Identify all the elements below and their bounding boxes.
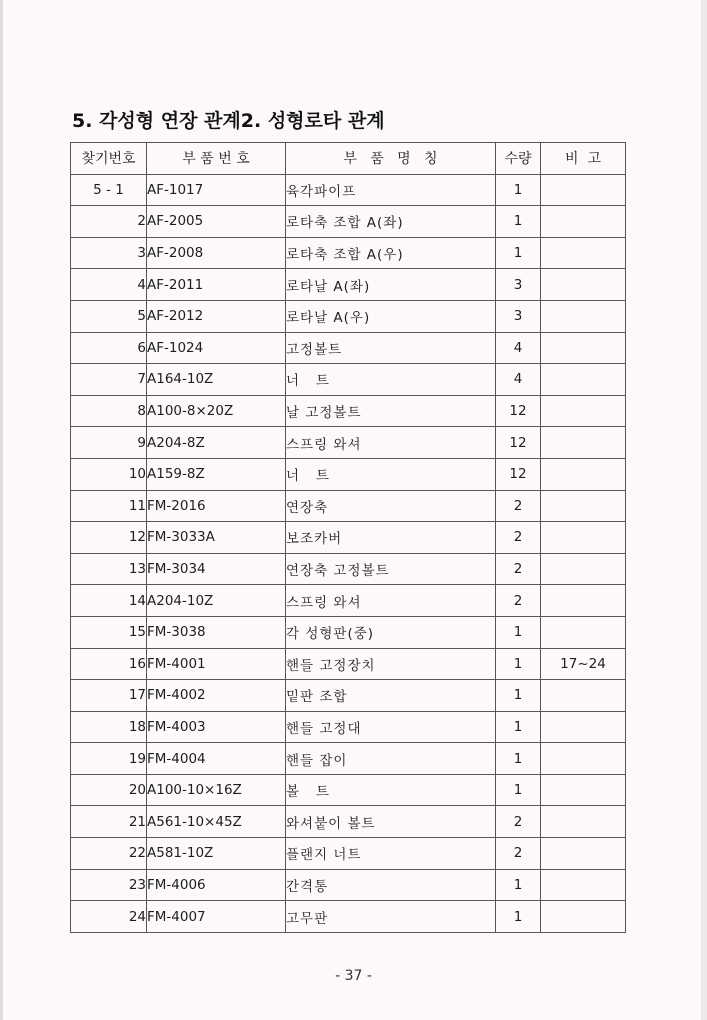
- header-part-number: 부 품 번 호: [147, 143, 286, 175]
- page-title: 5. 각성형 연장 관계2. 성형로타 관계: [72, 110, 385, 132]
- cell-find-number: 4: [71, 269, 147, 301]
- cell-part-number: AF-1017: [147, 174, 286, 206]
- cell-part-number: A100-10×16Z: [147, 774, 286, 806]
- cell-note: [541, 869, 626, 901]
- table-row: [71, 774, 626, 806]
- cell-note: [541, 490, 626, 522]
- cell-note: [541, 300, 626, 332]
- cell-part-number: AF-2011: [147, 269, 286, 301]
- parts-table: [70, 142, 626, 933]
- cell-quantity: 1: [496, 869, 541, 901]
- table-row: [71, 458, 626, 490]
- cell-part-name: 볼 트: [286, 774, 496, 806]
- cell-part-number: FM-4006: [147, 869, 286, 901]
- table-row: [71, 174, 626, 206]
- cell-part-name: 고정볼트: [286, 332, 496, 364]
- page-number: - 37 -: [335, 968, 372, 984]
- cell-part-number: FM-4003: [147, 711, 286, 743]
- page-right-edge: [701, 0, 707, 1020]
- table-row: [71, 237, 626, 269]
- cell-part-number: FM-2016: [147, 490, 286, 522]
- cell-part-number: A164-10Z: [147, 364, 286, 396]
- cell-note: [541, 774, 626, 806]
- table-row: [71, 206, 626, 238]
- cell-quantity: 1: [496, 743, 541, 775]
- cell-note: [541, 206, 626, 238]
- cell-part-name: 각 성형판(중): [286, 616, 496, 648]
- cell-part-number: FM-3038: [147, 616, 286, 648]
- cell-quantity: 1: [496, 901, 541, 933]
- cell-find-number: 21: [71, 806, 147, 838]
- cell-quantity: 2: [496, 838, 541, 870]
- cell-part-name: 육각파이프: [286, 174, 496, 206]
- table-row: [71, 427, 626, 459]
- cell-note: [541, 901, 626, 933]
- cell-quantity: 12: [496, 395, 541, 427]
- header-note: 비 고: [541, 143, 626, 175]
- cell-part-name: 연장축 고정볼트: [286, 553, 496, 585]
- header-no: 찾기번호: [71, 143, 147, 175]
- cell-part-name: 로타축 조합 A(우): [286, 237, 496, 269]
- cell-part-number: AF-1024: [147, 332, 286, 364]
- cell-quantity: 3: [496, 269, 541, 301]
- cell-note: [541, 269, 626, 301]
- cell-part-name: 날 고정볼트: [286, 395, 496, 427]
- cell-find-number: 20: [71, 774, 147, 806]
- table-row: [71, 364, 626, 396]
- cell-part-number: A581-10Z: [147, 838, 286, 870]
- cell-note: [541, 395, 626, 427]
- cell-quantity: 4: [496, 364, 541, 396]
- cell-quantity: 1: [496, 774, 541, 806]
- cell-note: [541, 174, 626, 206]
- cell-part-number: A159-8Z: [147, 458, 286, 490]
- cell-find-number: 7: [71, 364, 147, 396]
- cell-quantity: 2: [496, 585, 541, 617]
- cell-quantity: 2: [496, 553, 541, 585]
- cell-find-number: 3: [71, 237, 147, 269]
- cell-note: [541, 332, 626, 364]
- cell-find-number: 22: [71, 838, 147, 870]
- table-row: [71, 648, 626, 680]
- cell-find-number: 18: [71, 711, 147, 743]
- cell-part-name: 너 트: [286, 458, 496, 490]
- cell-quantity: 12: [496, 427, 541, 459]
- cell-part-name: 핸들 고정대: [286, 711, 496, 743]
- cell-quantity: 2: [496, 522, 541, 554]
- cell-note: [541, 838, 626, 870]
- cell-part-number: AF-2012: [147, 300, 286, 332]
- table-row: [71, 806, 626, 838]
- cell-find-number: 12: [71, 522, 147, 554]
- cell-find-number: 17: [71, 680, 147, 712]
- cell-note: [541, 743, 626, 775]
- cell-part-name: 로타날 A(좌): [286, 269, 496, 301]
- cell-find-number: 19: [71, 743, 147, 775]
- cell-part-name: 밑판 조합: [286, 680, 496, 712]
- header-name: 부 품 명 칭: [286, 143, 496, 175]
- cell-note: [541, 585, 626, 617]
- cell-part-number: FM-4007: [147, 901, 286, 933]
- cell-note: [541, 553, 626, 585]
- cell-part-name: 로타축 조합 A(좌): [286, 206, 496, 238]
- cell-part-number: FM-3034: [147, 553, 286, 585]
- cell-find-number: 10: [71, 458, 147, 490]
- cell-part-number: FM-4001: [147, 648, 286, 680]
- cell-find-number: 23: [71, 869, 147, 901]
- table-row: [71, 395, 626, 427]
- cell-part-name: 와셔붙이 볼트: [286, 806, 496, 838]
- cell-find-number: 9: [71, 427, 147, 459]
- table-row: [71, 269, 626, 301]
- cell-note: [541, 806, 626, 838]
- cell-part-name: 스프링 와셔: [286, 585, 496, 617]
- cell-quantity: 1: [496, 616, 541, 648]
- cell-find-number: 8: [71, 395, 147, 427]
- cell-part-name: 플랜지 너트: [286, 838, 496, 870]
- cell-quantity: 1: [496, 648, 541, 680]
- cell-note: [541, 616, 626, 648]
- cell-find-number: 5 - 1: [71, 174, 147, 206]
- cell-part-number: A204-10Z: [147, 585, 286, 617]
- page-left-edge: [0, 0, 3, 1020]
- cell-find-number: 11: [71, 490, 147, 522]
- cell-note: 17~24: [541, 648, 626, 680]
- cell-find-number: 2: [71, 206, 147, 238]
- cell-part-number: AF-2005: [147, 206, 286, 238]
- table-row: [71, 901, 626, 933]
- cell-part-name: 간격통: [286, 869, 496, 901]
- cell-note: [541, 522, 626, 554]
- table-row: [71, 869, 626, 901]
- cell-find-number: 24: [71, 901, 147, 933]
- table-row: [71, 332, 626, 364]
- cell-part-number: FM-4004: [147, 743, 286, 775]
- cell-note: [541, 427, 626, 459]
- table-row: [71, 553, 626, 585]
- cell-quantity: 1: [496, 711, 541, 743]
- cell-find-number: 5: [71, 300, 147, 332]
- cell-part-number: A100-8×20Z: [147, 395, 286, 427]
- cell-part-name: 핸들 잡이: [286, 743, 496, 775]
- table-row: [71, 300, 626, 332]
- cell-part-name: 고무판: [286, 901, 496, 933]
- table-row: [71, 522, 626, 554]
- cell-note: [541, 364, 626, 396]
- cell-part-name: 스프링 와셔: [286, 427, 496, 459]
- table-header-row: [71, 143, 626, 175]
- cell-part-name: 연장축: [286, 490, 496, 522]
- table-row: [71, 616, 626, 648]
- cell-quantity: 12: [496, 458, 541, 490]
- cell-find-number: 15: [71, 616, 147, 648]
- cell-quantity: 1: [496, 174, 541, 206]
- cell-quantity: 2: [496, 806, 541, 838]
- cell-quantity: 3: [496, 300, 541, 332]
- table-row: [71, 743, 626, 775]
- cell-find-number: 16: [71, 648, 147, 680]
- table-row: [71, 585, 626, 617]
- cell-part-number: A204-8Z: [147, 427, 286, 459]
- cell-part-number: A561-10×45Z: [147, 806, 286, 838]
- cell-quantity: 2: [496, 490, 541, 522]
- cell-find-number: 14: [71, 585, 147, 617]
- cell-part-name: 핸들 고정장치: [286, 648, 496, 680]
- cell-quantity: 4: [496, 332, 541, 364]
- cell-note: [541, 711, 626, 743]
- cell-part-number: AF-2008: [147, 237, 286, 269]
- cell-quantity: 1: [496, 206, 541, 238]
- header-qty: 수량: [496, 143, 541, 175]
- table-row: [71, 490, 626, 522]
- cell-part-number: FM-3033A: [147, 522, 286, 554]
- table-row: [71, 711, 626, 743]
- cell-quantity: 1: [496, 680, 541, 712]
- cell-quantity: 1: [496, 237, 541, 269]
- table-row: [71, 838, 626, 870]
- cell-note: [541, 458, 626, 490]
- cell-note: [541, 237, 626, 269]
- cell-part-name: 보조카버: [286, 522, 496, 554]
- table-row: [71, 680, 626, 712]
- cell-part-name: 너 트: [286, 364, 496, 396]
- cell-find-number: 6: [71, 332, 147, 364]
- cell-note: [541, 680, 626, 712]
- cell-part-name: 로타날 A(우): [286, 300, 496, 332]
- cell-part-number: FM-4002: [147, 680, 286, 712]
- cell-find-number: 13: [71, 553, 147, 585]
